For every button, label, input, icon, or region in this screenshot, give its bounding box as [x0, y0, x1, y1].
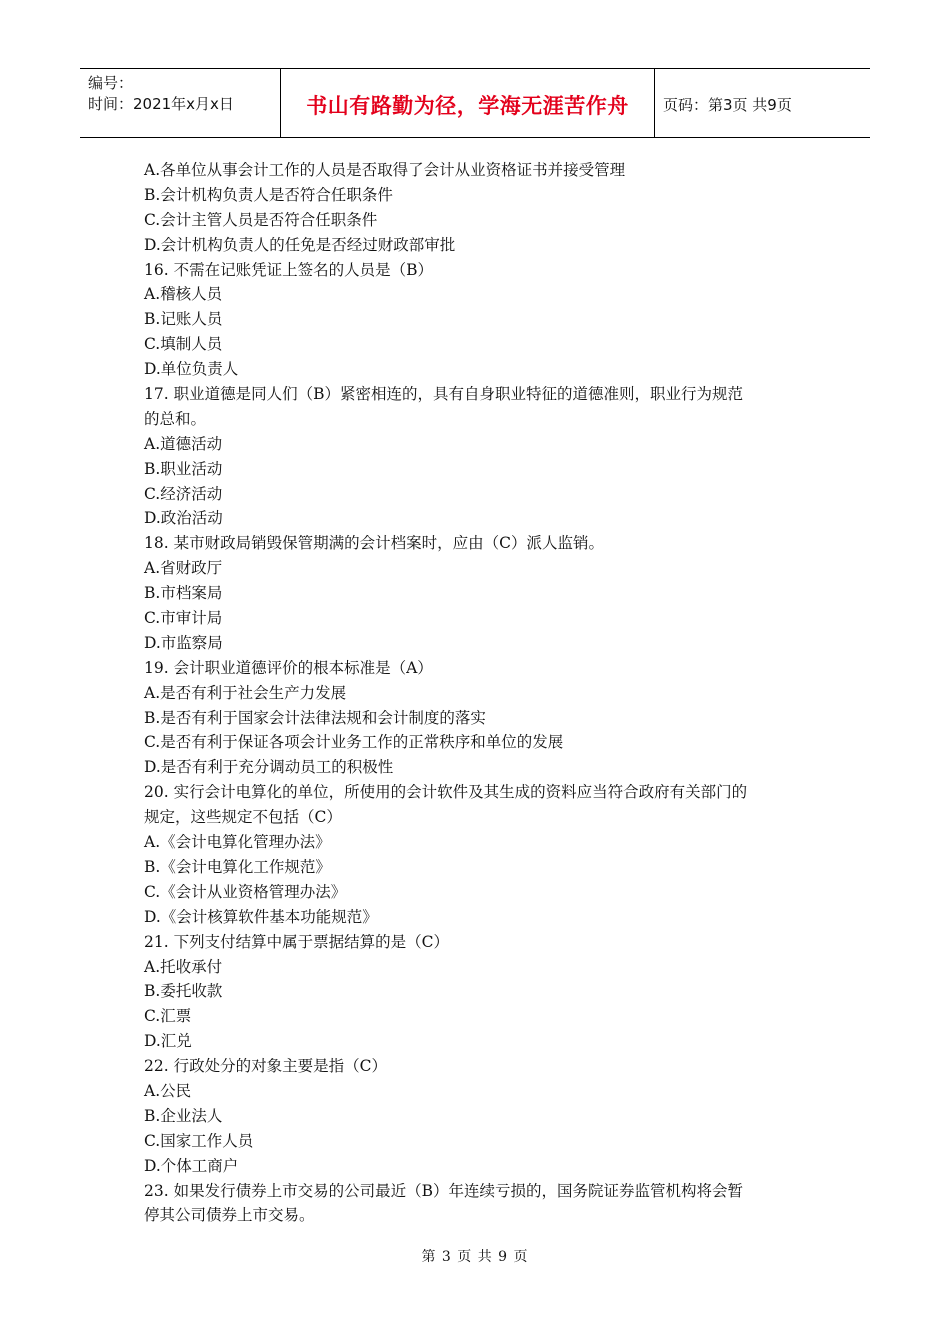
text-line: C.会计主管人员是否符合任职条件: [144, 210, 378, 229]
document-number-label: 编号：: [88, 74, 134, 92]
text-line: D.会计机构负责人的任免是否经过财政部审批: [144, 235, 456, 254]
text-line: B.市档案局: [144, 584, 223, 603]
text-line: C.《会计从业资格管理办法》: [144, 882, 347, 901]
text-line: C.经济活动: [144, 484, 223, 503]
text-line: B.是否有利于国家会计法律法规和会计制度的落实: [144, 708, 486, 727]
text-line: B.会计机构负责人是否符合任职条件: [144, 185, 393, 204]
text-line: D.《会计核算软件基本功能规范》: [144, 907, 378, 926]
text-line: B.职业活动: [144, 459, 223, 478]
header-meta-cell: [80, 69, 281, 137]
text-line: 的总和。: [144, 409, 207, 428]
header-page-info: 页码：第3页 共9页: [663, 95, 792, 114]
question-22: 22. 行政处分的对象主要是指（C）: [144, 1057, 387, 1076]
text-line: B.《会计电算化工作规范》: [144, 857, 331, 876]
page-header: [80, 68, 870, 138]
question-16: 16. 不需在记账凭证上签名的人员是（B）: [144, 260, 433, 279]
text-line: A.道德活动: [144, 434, 223, 453]
header-motto-cell: [281, 69, 655, 137]
document-time-label: 时间：2021年x月x日: [88, 95, 234, 113]
text-line: D.市监察局: [144, 633, 223, 652]
text-line: B.企业法人: [144, 1106, 223, 1125]
question-20: 20. 实行会计电算化的单位，所使用的会计软件及其生成的资料应当符合政府有关部门的: [144, 783, 748, 802]
text-line: A.各单位从事会计工作的人员是否取得了会计从业资格证书并接受管理: [144, 161, 626, 179]
text-line: D.汇兑: [144, 1032, 192, 1051]
footer-page-number: 第 3 页 共 9 页: [421, 1249, 529, 1265]
question-19: 19. 会计职业道德评价的根本标准是（A）: [144, 658, 433, 677]
question-23: 23. 如果发行债券上市交易的公司最近（B）年连续亏损的，国务院证券监管机构将会暂: [144, 1181, 743, 1200]
text-line: A.托收承付: [144, 957, 223, 976]
header-page-info-cell: [655, 69, 870, 137]
text-line: C.填制人员: [144, 335, 223, 354]
text-line: D.单位负责人: [144, 360, 239, 379]
text-line: C.国家工作人员: [144, 1131, 254, 1150]
text-line: A.是否有利于社会生产力发展: [144, 683, 347, 702]
text-line: A.稽核人员: [144, 285, 223, 304]
text-line: D.是否有利于充分调动员工的积极性: [144, 758, 394, 777]
question-17: 17. 职业道德是同人们（B）紧密相连的，具有自身职业特征的道德准则，职业行为规范: [144, 385, 743, 404]
text-line: C.市审计局: [144, 609, 223, 628]
page-footer: [0, 1246, 950, 1266]
question-21: 21. 下列支付结算中属于票据结算的是（C）: [144, 932, 449, 951]
text-line: A.公民: [144, 1081, 192, 1100]
text-line: C.是否有利于保证各项会计业务工作的正常秩序和单位的发展: [144, 733, 564, 752]
text-line: 规定，这些规定不包括（C）: [144, 808, 342, 827]
question-18: 18. 某市财政局销毁保管期满的会计档案时，应由（C）派人监销。: [144, 534, 604, 553]
text-line: C.汇票: [144, 1007, 192, 1026]
text-line: B.记账人员: [144, 310, 223, 329]
text-line: A.《会计电算化管理办法》: [144, 833, 331, 852]
header-motto: 书山有路勤为径，学海无涯苦作舟: [306, 94, 629, 118]
text-line: 停其公司债券上市交易。: [144, 1206, 315, 1225]
text-line: A.省财政厅: [144, 559, 223, 578]
text-line: B.委托收款: [144, 982, 223, 1001]
text-line: D.政治活动: [144, 509, 223, 528]
question-list: [144, 158, 814, 1228]
text-line: D.个体工商户: [144, 1156, 239, 1175]
